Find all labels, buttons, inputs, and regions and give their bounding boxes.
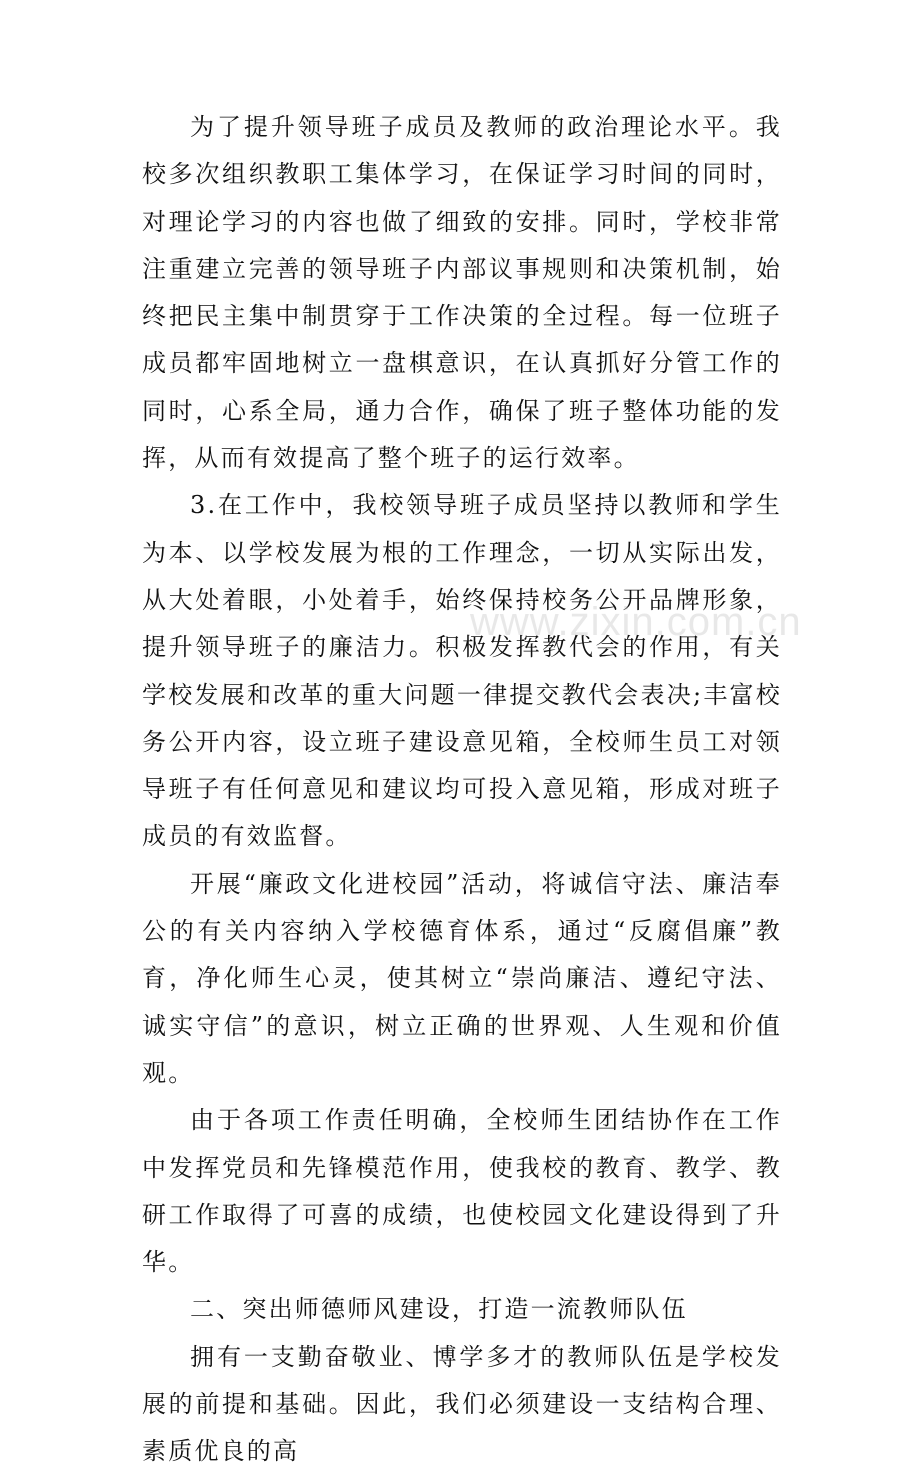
paragraph-1: 为了提升领导班子成员及教师的政治理论水平。我校多次组织教职工集体学习，在保证学习时间的同时，对理论学习的内容也做了细致的安排。同时，学校非常注重建立完善的领导班子内部议事规则和决策机制，始终把民主集中制贯穿于工作决策的全过程。每一位班子成员都牢固地树立一盘棋意识，在认真抓好分管工作的同时，心系全局，通力合作，确保了班子整体功能的发挥，从而有效提高了整个班子的运行效率。 xyxy=(142,113,782,473)
paragraph-5: 拥有一支勤奋敬业、博学多才的教师队伍是学校发展的前提和基础。因此，我们必须建设一支结构合理、素质优良的高 xyxy=(142,1342,782,1466)
section-heading: 二、突出师德师风建设，打造一流教师队伍 xyxy=(190,1295,688,1324)
document-body xyxy=(142,104,782,1476)
paragraph-3: 开展“廉政文化进校园”活动，将诚信守法、廉洁奉公的有关内容纳入学校德育体系，通过“反腐倡廉”教育，净化师生心灵，使其树立“崇尚廉洁、遵纪守法、诚实守信”的意识，树立正确的世界观、人生观和价值观。 xyxy=(142,869,782,1087)
watermark: www.zixin.com.cn xyxy=(470,600,802,644)
paragraph-2: 3.在工作中，我校领导班子成员坚持以教师和学生为本、以学校发展为根的工作理念，一切从实际出发，从大处着眼，小处着手，始终保持校务公开品牌形象，提升领导班子的廉洁力。积极发挥教代会的作用，有关学校发展和改革的重大问题一律提交教代会表决;丰富校务公开内容，设立班子建设意见箱，全校师生员工对领导班子有任何意见和建议均可投入意见箱，形成对班子成员的有效监督。 xyxy=(142,491,782,851)
paragraph-4: 由于各项工作责任明确，全校师生团结协作在工作中发挥党员和先锋模范作用，使我校的教育、教学、教研工作取得了可喜的成绩，也使校园文化建设得到了升华。 xyxy=(142,1106,782,1277)
